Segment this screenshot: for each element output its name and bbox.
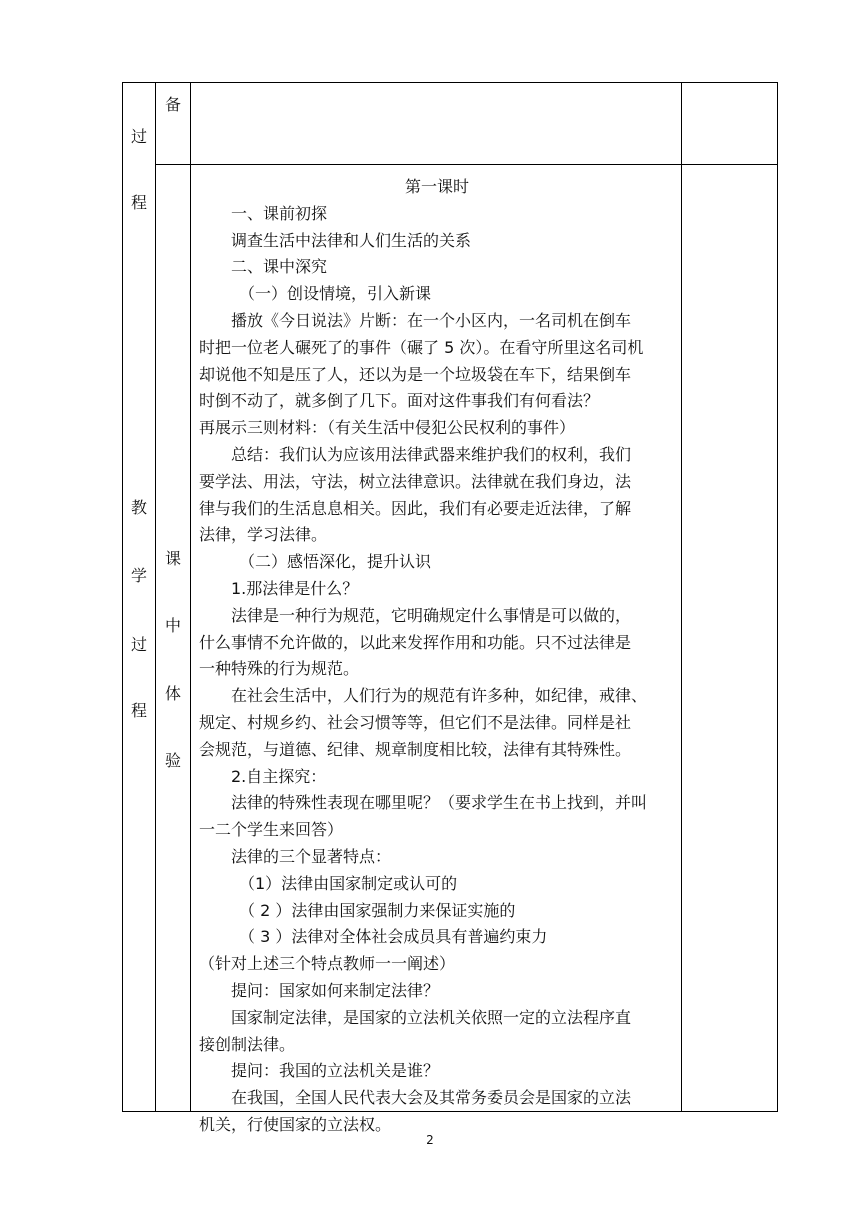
table-col-line-3 bbox=[681, 82, 682, 1112]
table-col-line-1 bbox=[155, 82, 156, 1112]
content-line: 提问：我国的立法机关是谁？ bbox=[231, 1061, 440, 1081]
content-line: 法律的特殊性表现在哪里呢？（要求学生在书上找到，并叫 bbox=[231, 793, 648, 813]
content-line: 法律，学习法律。 bbox=[199, 525, 328, 545]
content-line: 时倒不动了，就多倒了几下。面对这件事我们有何看法？ bbox=[199, 391, 600, 411]
left-label-char-4: 程 bbox=[130, 701, 147, 720]
page-number: 2 bbox=[426, 1133, 434, 1147]
content-line: 接创制法律。 bbox=[199, 1034, 296, 1054]
content-line: （1）法律由国家制定或认可的 bbox=[239, 873, 458, 893]
content-line: （针对上述三个特点教师一一阐述） bbox=[199, 954, 456, 974]
left-label-char-3: 过 bbox=[130, 635, 147, 654]
left-label-top: 过 bbox=[130, 127, 147, 146]
content-line: 一二个学生来回答） bbox=[199, 820, 344, 840]
content-line: 2.自主探究： bbox=[231, 766, 327, 786]
content-line: 调查生活中法律和人们生活的关系 bbox=[231, 230, 472, 250]
left-label-char-1: 教 bbox=[130, 498, 147, 517]
content-line: （二）感悟深化，提升认识 bbox=[239, 552, 432, 572]
left-label-mid: 程 bbox=[130, 193, 147, 212]
content-line: 法律的三个显著特点： bbox=[231, 846, 392, 866]
section-label-char-4: 验 bbox=[164, 751, 181, 770]
content-line: 在我国，全国人民代表大会及其常务委员会是国家的立法 bbox=[231, 1088, 632, 1108]
content-line: 机关，行使国家的立法权。 bbox=[199, 1114, 392, 1134]
content-line: （ 3 ）法律对全体社会成员具有普遍约束力 bbox=[239, 927, 548, 947]
table-col-line-2 bbox=[190, 82, 191, 1112]
content-line: 要学法、用法，守法，树立法律意识。法律就在我们身边，法 bbox=[199, 471, 632, 491]
content-line: 法律是一种行为规范，它明确规定什么事情是可以做的， bbox=[231, 605, 632, 625]
content-line: 二、课中深究 bbox=[231, 257, 328, 277]
content-line: 在社会生活中，人们行为的规范有许多种，如纪律，戒律、 bbox=[231, 686, 648, 706]
content-line: （一）创设情境，引入新课 bbox=[239, 284, 432, 304]
section-label-char-1: 课 bbox=[164, 549, 181, 568]
table-border-left bbox=[122, 82, 123, 1112]
content-line: 1.那法律是什么？ bbox=[231, 578, 359, 598]
content-line: 时把一位老人碾死了的事件（碾了 5 次）。在看守所里这名司机 bbox=[199, 337, 644, 357]
table-row-separator bbox=[155, 164, 778, 165]
section-label-char-3: 体 bbox=[164, 684, 181, 703]
content-line: 一种特殊的行为规范。 bbox=[199, 659, 360, 679]
table-border-top bbox=[122, 82, 778, 83]
content-line: 什么事情不允许做的，以此来发挥作用和功能。只不过法律是 bbox=[199, 632, 632, 652]
table-border-right bbox=[777, 82, 778, 1112]
content-line: （ 2 ）法律由国家强制力来保证实施的 bbox=[239, 900, 516, 920]
content-line: 提问：国家如何来制定法律？ bbox=[231, 980, 440, 1000]
lesson-content bbox=[199, 174, 675, 1139]
content-line: 再展示三则材料：（有关生活中侵犯公民权利的事件） bbox=[199, 418, 576, 438]
content-line: 国家制定法律，是国家的立法机关依照一定的立法程序直 bbox=[231, 1007, 632, 1027]
lesson-title: 第一课时 bbox=[404, 177, 469, 196]
content-line: 总结：我们认为应该用法律武器来维护我们的权利，我们 bbox=[231, 444, 632, 464]
content-line: 会规范，与道德、纪律、规章制度相比较，法律有其特殊性。 bbox=[199, 739, 632, 759]
content-line: 规定、村规乡约、社会习惯等等，但它们不是法律。同样是社 bbox=[199, 712, 632, 732]
section-label-char-2: 中 bbox=[164, 616, 181, 635]
content-line: 一、课前初探 bbox=[231, 203, 328, 223]
content-line: 播放《今日说法》片断：在一个小区内，一名司机在倒车 bbox=[231, 310, 632, 330]
content-line: 却说他不知是压了人，还以为是一个垃圾袋在车下，结果倒车 bbox=[199, 364, 632, 384]
left-label-char-2: 学 bbox=[130, 566, 147, 585]
content-line: 律与我们的生活息息相关。因此，我们有必要走近法律，了解 bbox=[199, 498, 632, 518]
prep-label: 备 bbox=[164, 95, 181, 114]
